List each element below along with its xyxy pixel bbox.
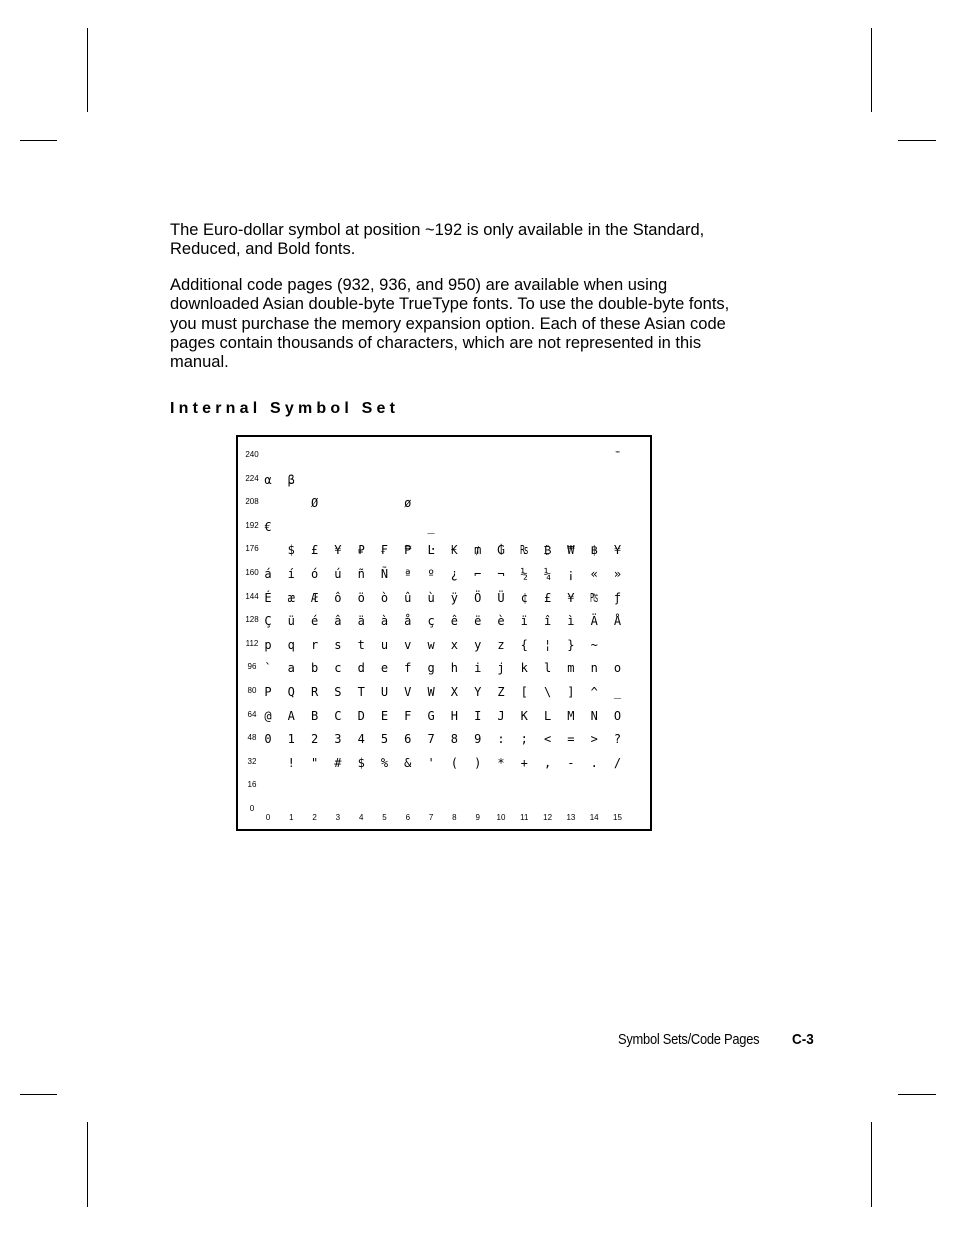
symbol-cell: 2 [310,732,319,747]
symbol-cell: ¦ [543,637,552,652]
symbol-cell: ë [474,614,482,629]
symbol-cell: j [497,661,505,676]
symbol-cell: $ [287,543,295,558]
symbol-cell: ª [404,567,412,581]
symbol-cell: ÿ [450,590,458,605]
row-label: 64 [247,709,257,719]
symbol-cell: Ö [474,590,482,605]
symbol-cell: ¬ [497,567,505,581]
symbol-cell: 0 [264,732,272,747]
symbol-cell: I [474,708,482,723]
symbol-cell: : [497,732,505,747]
symbol-cell: } [567,637,575,652]
crop-mark [871,1122,872,1207]
symbol-cell: ò [380,590,389,605]
symbol-cell: o [613,661,622,676]
row-label: 160 [245,568,259,577]
symbol-cell: ô [334,590,342,605]
symbol-cell: á [264,567,272,581]
symbol-cell: è [497,614,505,629]
symbol-cell: l [543,661,552,676]
symbol-cell: ₱ [404,543,412,558]
symbol-cell: û [404,590,412,605]
row-label: 240 [245,450,259,459]
row-label: 176 [245,544,259,554]
row-label: 0 [249,804,255,813]
symbol-cell: 4 [357,732,365,747]
symbol-cell: ï [520,614,528,629]
symbol-cell: t [357,637,365,652]
symbol-cell: - [567,755,575,770]
column-label: 8 [452,813,457,822]
symbol-cell: à [380,614,389,629]
symbol-cell: g [427,661,435,676]
footer-page-number: C-3 [792,1031,814,1048]
symbol-cell: Å [613,614,622,629]
symbol-cell: ü [287,614,295,629]
symbol-cell: ₲ [497,543,505,558]
symbol-cell: ? [613,732,622,747]
symbol-cell: € [264,519,272,534]
symbol-cell: T [357,685,365,699]
symbol-cell: é [310,614,319,629]
symbol-cell: i [474,661,482,676]
symbol-cell: R [310,685,319,699]
symbol-cell: ö [357,590,365,605]
symbol-cell: J [497,708,505,723]
column-label: 5 [382,813,387,822]
symbol-cell: ₭ [450,543,458,558]
symbol-cell: W [427,685,435,699]
crop-mark [871,28,872,112]
symbol-set-table [236,435,652,831]
symbol-cell: b [310,661,319,676]
row-label: 32 [247,756,257,766]
symbol-cell: £ [310,543,319,558]
symbol-cell: ó [310,567,319,581]
column-label: 3 [335,813,341,822]
symbol-cell: º [427,567,435,581]
symbol-cell: X [450,685,458,699]
symbol-cell: 7 [427,732,435,747]
symbol-cell: P [264,685,272,699]
symbol-cell: ì [567,614,575,629]
crop-mark [87,28,88,112]
symbol-cell: # [334,755,342,770]
column-label: 4 [358,813,364,822]
symbol-cell: ) [474,755,482,770]
symbol-cell: ! [287,755,295,770]
symbol-cell: r [310,637,319,652]
row-label: 224 [245,473,259,483]
symbol-cell: F [404,708,412,723]
symbol-cell: @ [264,708,272,723]
column-label: 15 [613,813,622,822]
symbol-cell: « [590,567,598,581]
symbol-cell: V [404,685,412,699]
symbol-cell: w [427,637,435,652]
symbol-cell: Ñ [380,567,389,581]
row-label: 192 [245,520,259,530]
symbol-cell: H [450,708,458,723]
symbol-cell: u [380,637,389,652]
symbol-cell: ™ [615,450,620,458]
row-label: 208 [245,497,259,507]
column-label: 10 [496,813,506,822]
symbol-cell: ¿ [450,567,458,581]
symbol-cell: â [334,614,342,629]
body-paragraph: Additional code pages (932, 936, and 950) are available when using downloaded Asian double-byte TrueType fonts. To use the double-byte fonts, you must purchase the memory expansion option. Each of these Asian code pages contain thousands of characters, which are not represented in this manual. [170,276,730,372]
symbol-cell: å [404,614,412,629]
row-label: 112 [245,638,259,648]
symbol-cell: _ [427,519,435,534]
row-label: 96 [247,662,257,672]
row-label: 48 [247,733,257,743]
column-label: 13 [566,813,576,822]
symbol-cell: ₩ [567,543,575,558]
symbol-cell: ¥ [567,590,575,605]
symbol-cell: " [310,755,319,770]
symbol-cell: O [613,708,622,723]
symbol-cell: q [287,637,295,652]
symbol-cell: Ü [497,590,505,605]
symbol-cell: , [543,755,552,770]
row-label: 128 [245,615,259,625]
symbol-cell: ⌐ [474,567,482,581]
symbol-cell: k [520,661,528,676]
symbol-cell: ' [427,755,435,770]
symbol-cell: ₿ [543,543,552,558]
symbol-cell: _ [613,685,622,699]
symbol-cell: ( [450,755,458,770]
symbol-cell: G [427,708,435,723]
symbol-cell: s [334,637,342,652]
symbol-cell: d [357,661,365,676]
symbol-cell: e [380,661,389,676]
column-label: 11 [520,813,529,822]
symbol-cell: 3 [334,732,342,747]
symbol-cell: ` [264,661,272,676]
symbol-cell: ú [334,567,342,581]
symbol-cell: \ [543,685,552,699]
symbol-cell: { [520,637,528,652]
symbol-cell: α [264,472,272,487]
symbol-cell: % [380,755,389,770]
crop-mark [20,140,57,141]
symbol-cell: n [590,661,598,676]
symbol-cell: Q [287,685,295,699]
symbol-cell: U [380,685,389,699]
symbol-cell: D [357,708,365,723]
symbol-cell: ¥ [613,543,622,558]
symbol-cell: S [334,685,342,699]
symbol-cell: M [567,708,575,723]
symbol-cell: > [590,732,598,747]
symbol-cell: 6 [404,732,412,747]
symbol-cell: ç [427,614,435,629]
symbol-cell: ^ [590,685,598,699]
column-label: 9 [475,813,480,822]
symbol-cell: Ç [264,614,272,629]
symbol-cell: β [287,472,295,487]
footer-section-title: Symbol Sets/Code Pages [618,1031,760,1048]
body-paragraph: The Euro-dollar symbol at position ~192 is only available in the Standard, Reduced, and Bold fonts. [170,221,705,259]
symbol-cell: Ŀ [427,543,435,558]
symbol-cell: c [334,661,342,676]
symbol-cell: . [590,755,598,770]
symbol-cell: v [404,637,412,652]
symbol-cell: ¥ [334,543,342,558]
row-label: 80 [247,686,257,695]
symbol-cell: Z [497,685,505,699]
symbol-cell: Ø [310,496,319,511]
symbol-cell: æ [287,590,295,605]
symbol-cell: » [613,567,622,581]
symbol-cell: í [287,567,295,581]
symbol-cell: p [264,637,272,652]
symbol-cell: N [590,708,598,723]
symbol-cell: Y [474,685,482,699]
symbol-cell: & [404,755,412,770]
section-heading: Internal Symbol Set [170,400,400,417]
symbol-cell: ¼ [543,567,552,581]
symbol-cell: ₧ [590,590,598,605]
symbol-cell: ~ [590,637,598,652]
symbol-cell: ฿ [590,543,598,558]
crop-mark [898,1094,936,1095]
symbol-cell: a [287,661,295,676]
symbol-cell: m [567,661,575,676]
symbol-cell: < [543,732,552,747]
column-label: 6 [405,813,411,822]
symbol-cell: z [497,637,505,652]
column-label: 7 [428,813,434,822]
column-label: 2 [312,813,317,822]
symbol-cell: $ [357,755,365,770]
symbol-cell: 5 [380,732,389,747]
symbol-cell: ₽ [357,543,365,558]
symbol-cell: ù [427,590,435,605]
symbol-cell: f [404,661,412,676]
row-label: 144 [245,591,259,601]
symbol-cell: ê [450,614,458,629]
symbol-cell: y [474,637,482,652]
column-label: 1 [289,813,294,822]
symbol-cell: ₣ [380,543,389,558]
symbol-cell: ] [567,685,575,699]
symbol-cell: 9 [474,732,482,747]
symbol-cell: L [543,708,552,723]
crop-mark [898,140,936,141]
symbol-cell: É [264,590,272,605]
symbol-cell: ƒ [613,590,622,605]
symbol-cell: A [287,708,295,723]
symbol-cell: ₥ [474,543,482,558]
symbol-cell: K [520,708,528,723]
symbol-cell: ñ [357,567,365,581]
symbol-cell: £ [543,590,552,605]
symbol-cell: ; [520,732,528,747]
symbol-cell: 1 [287,732,295,747]
symbol-cell: î [543,614,552,629]
symbol-cell: 8 [450,732,458,747]
symbol-cell: + [520,755,528,770]
symbol-cell: ä [357,614,365,629]
symbol-cell: * [497,755,505,770]
symbol-cell: h [450,661,458,676]
symbol-cell: / [613,755,622,770]
symbol-cell: Æ [310,590,319,605]
symbol-cell: E [380,708,389,723]
symbol-cell: B [310,708,319,723]
column-label: 0 [265,813,271,822]
column-label: 14 [589,813,599,822]
symbol-cell: x [450,637,458,652]
symbol-cell: [ [520,685,528,699]
symbol-cell: ¡ [567,567,575,581]
symbol-cell: Ä [590,614,598,629]
crop-mark [20,1094,57,1095]
column-label: 12 [543,813,553,822]
symbol-cell: ¢ [520,590,528,605]
row-label: 16 [247,780,257,790]
symbol-cell: ø [404,496,412,511]
symbol-cell: ₨ [520,543,528,558]
crop-mark [87,1122,88,1207]
symbol-cell: = [567,732,575,747]
symbol-cell: C [334,708,342,723]
symbol-cell: ½ [520,567,528,581]
